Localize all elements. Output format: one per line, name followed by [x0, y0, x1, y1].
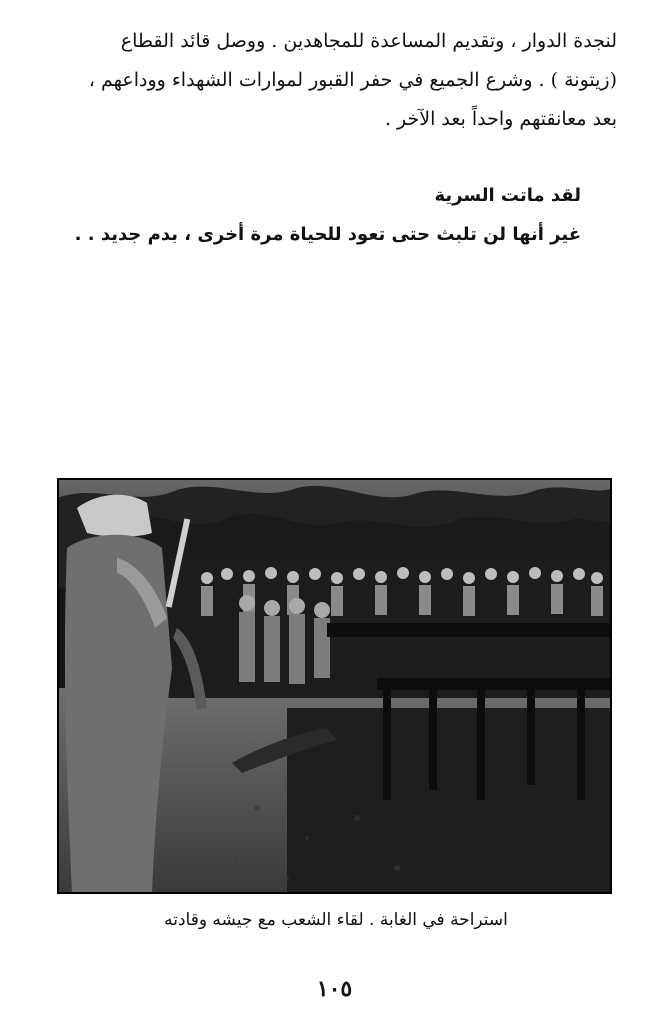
page-number: ١٠٥: [316, 976, 353, 1002]
paragraph-line-3: بعد معانقتهم واحداً بعد الآخر .: [384, 108, 617, 130]
paragraph-line-2: (زيتونة ) . وشرع الجميع في حفر القبور لموارات الشهداء ووداعهم ،: [88, 69, 617, 91]
photograph-illustration: [57, 478, 612, 894]
photo-caption: استراحة في الغابة . لقاء الشعب مع جيشه وقادته: [164, 910, 508, 930]
photograph: [57, 478, 612, 894]
body-paragraph: [57, 22, 617, 139]
paragraph-line-1: لنجدة الدوار ، وتقديم المساعدة للمجاهدين . ووصل قائد القطاع: [120, 30, 617, 52]
emphasis-line-1: لقد ماتت السرية: [434, 185, 581, 206]
emphasis-block: [61, 176, 581, 254]
emphasis-line-2: غير أنها لن تلبث حتى تعود للحياة مرة أخرى ، بدم جديد . .: [74, 224, 581, 245]
